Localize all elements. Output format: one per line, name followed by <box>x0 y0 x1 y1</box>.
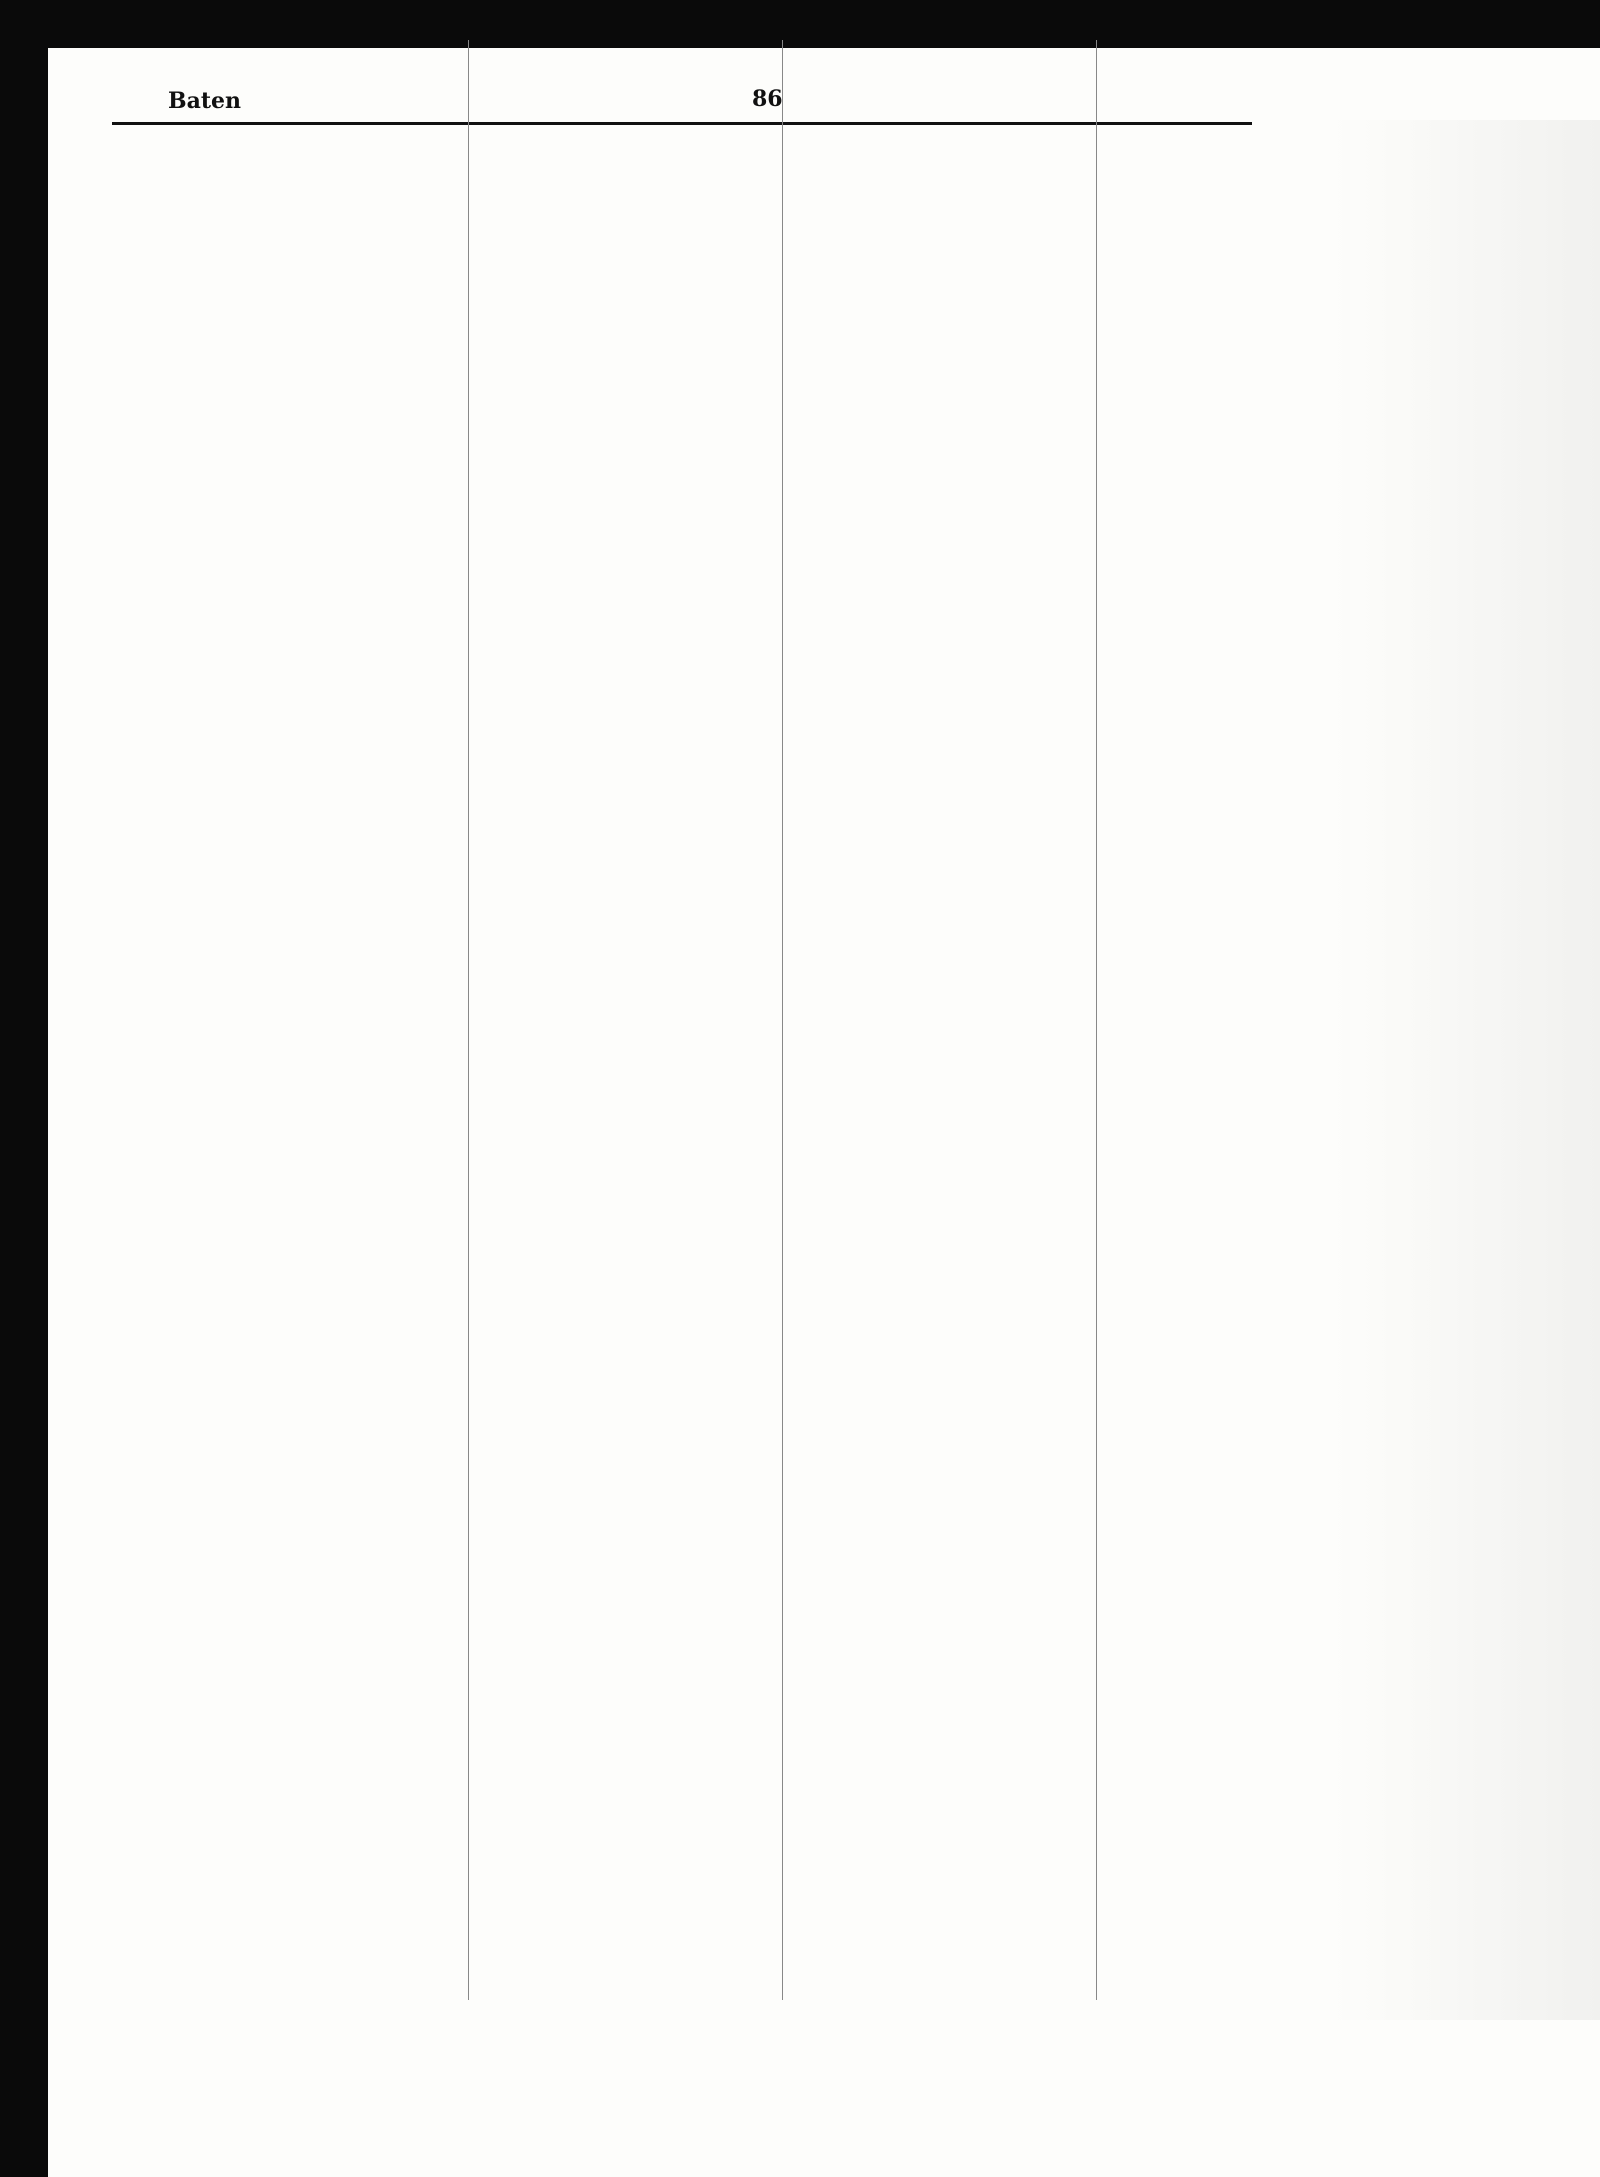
page-header <box>112 88 1252 125</box>
column-rule-3 <box>1096 40 1097 2000</box>
column-rule-2 <box>782 40 783 2000</box>
scan-border-left <box>0 0 48 2177</box>
running-head-title: Baten <box>168 88 242 114</box>
next-page-edge <box>1332 120 1600 2020</box>
page-number: 86 <box>752 86 783 112</box>
scan-border-top <box>0 0 1600 48</box>
column-rule-1 <box>468 40 469 2000</box>
